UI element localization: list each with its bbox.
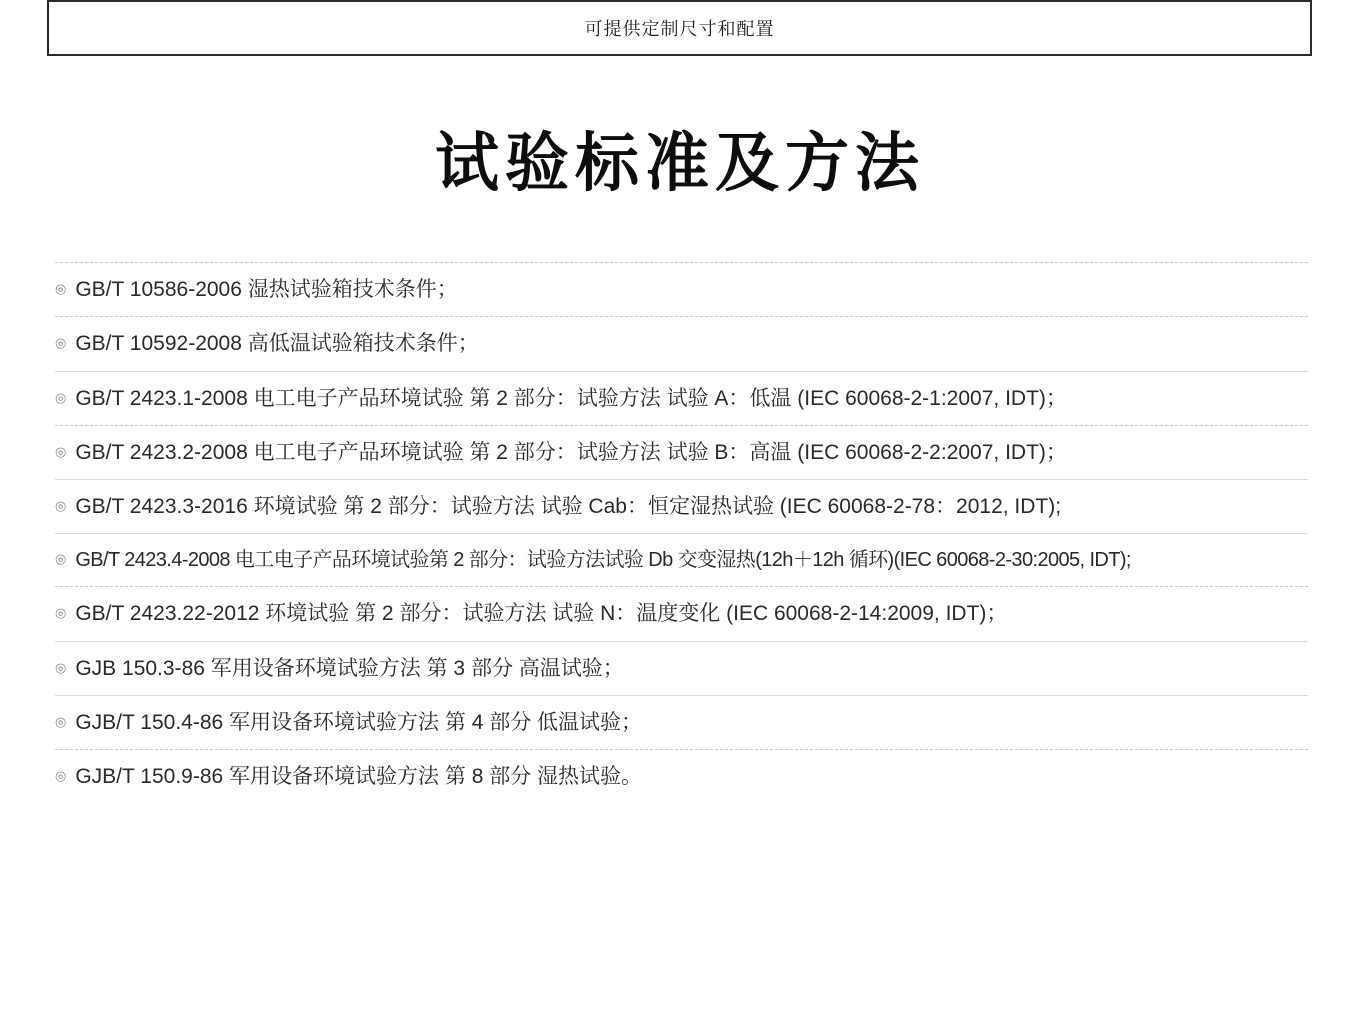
- list-item: [55, 587, 1308, 640]
- bullet-icon: ◎: [55, 713, 67, 729]
- list-item-label: GB/T 2423.2-2008 电工电子产品环境试验 第 2 部分：试验方法 试验 B：高温 (IEC 60068-2-2:2007, IDT)；: [75, 440, 1067, 464]
- standards-list: [55, 262, 1308, 803]
- list-item: [55, 263, 1308, 316]
- list-item-label: GB/T 2423.3-2016 环境试验 第 2 部分：试验方法 试验 Cab：恒定湿热试验 (IEC 60068-2-78：2012, IDT);: [75, 495, 1062, 518]
- bullet-icon: ◎: [55, 551, 67, 567]
- list-item-label: GB/T 10592-2008 高低温试验箱技术条件；: [75, 332, 479, 356]
- list-item: [55, 696, 1308, 749]
- page-title: 试验标准及方法: [435, 127, 925, 201]
- bullet-icon: ◎: [55, 498, 67, 513]
- list-item: [55, 480, 1308, 533]
- list-item: [55, 534, 1308, 586]
- list-item: [55, 426, 1308, 479]
- list-item: [55, 317, 1308, 370]
- list-item-label: GB/T 2423.1-2008 电工电子产品环境试验 第 2 部分：试验方法 试验 A：低温 (IEC 60068-2-1:2007, IDT)；: [75, 386, 1067, 410]
- list-item-label: GB/T 2423.22-2012 环境试验 第 2 部分：试验方法 试验 N：温度变化 (IEC 60068-2-14:2009, IDT)；: [75, 602, 1008, 626]
- bullet-icon: ◎: [55, 659, 67, 675]
- list-item: [55, 372, 1308, 425]
- list-item-label: GJB 150.3-86 军用设备环境试验方法 第 3 部分 高温试验；: [75, 656, 624, 680]
- list-item: [55, 642, 1308, 695]
- custom-size-banner: [47, 0, 1312, 56]
- bullet-icon: ◎: [55, 605, 67, 621]
- bullet-icon: ◎: [55, 389, 67, 405]
- bullet-icon: ◎: [55, 768, 67, 783]
- bullet-icon: ◎: [55, 281, 67, 296]
- list-item-label: GB/T 10586-2006 湿热试验箱技术条件；: [75, 278, 458, 301]
- list-item-label: GB/T 2423.4-2008 电工电子产品环境试验第 2 部分：试验方法试验 Db 交变湿热(12h＋12h 循环)(IEC 60068-2-30:2005, IDT);: [75, 549, 1131, 572]
- banner-text: 可提供定制尺寸和配置: [584, 19, 775, 39]
- list-item: [55, 750, 1308, 803]
- list-item-label: GJB/T 150.4-86 军用设备环境试验方法 第 4 部分 低温试验；: [75, 710, 643, 734]
- bullet-icon: ◎: [55, 335, 67, 351]
- list-item-label: GJB/T 150.9-86 军用设备环境试验方法 第 8 部分 湿热试验。: [75, 765, 643, 788]
- bullet-icon: ◎: [55, 443, 67, 459]
